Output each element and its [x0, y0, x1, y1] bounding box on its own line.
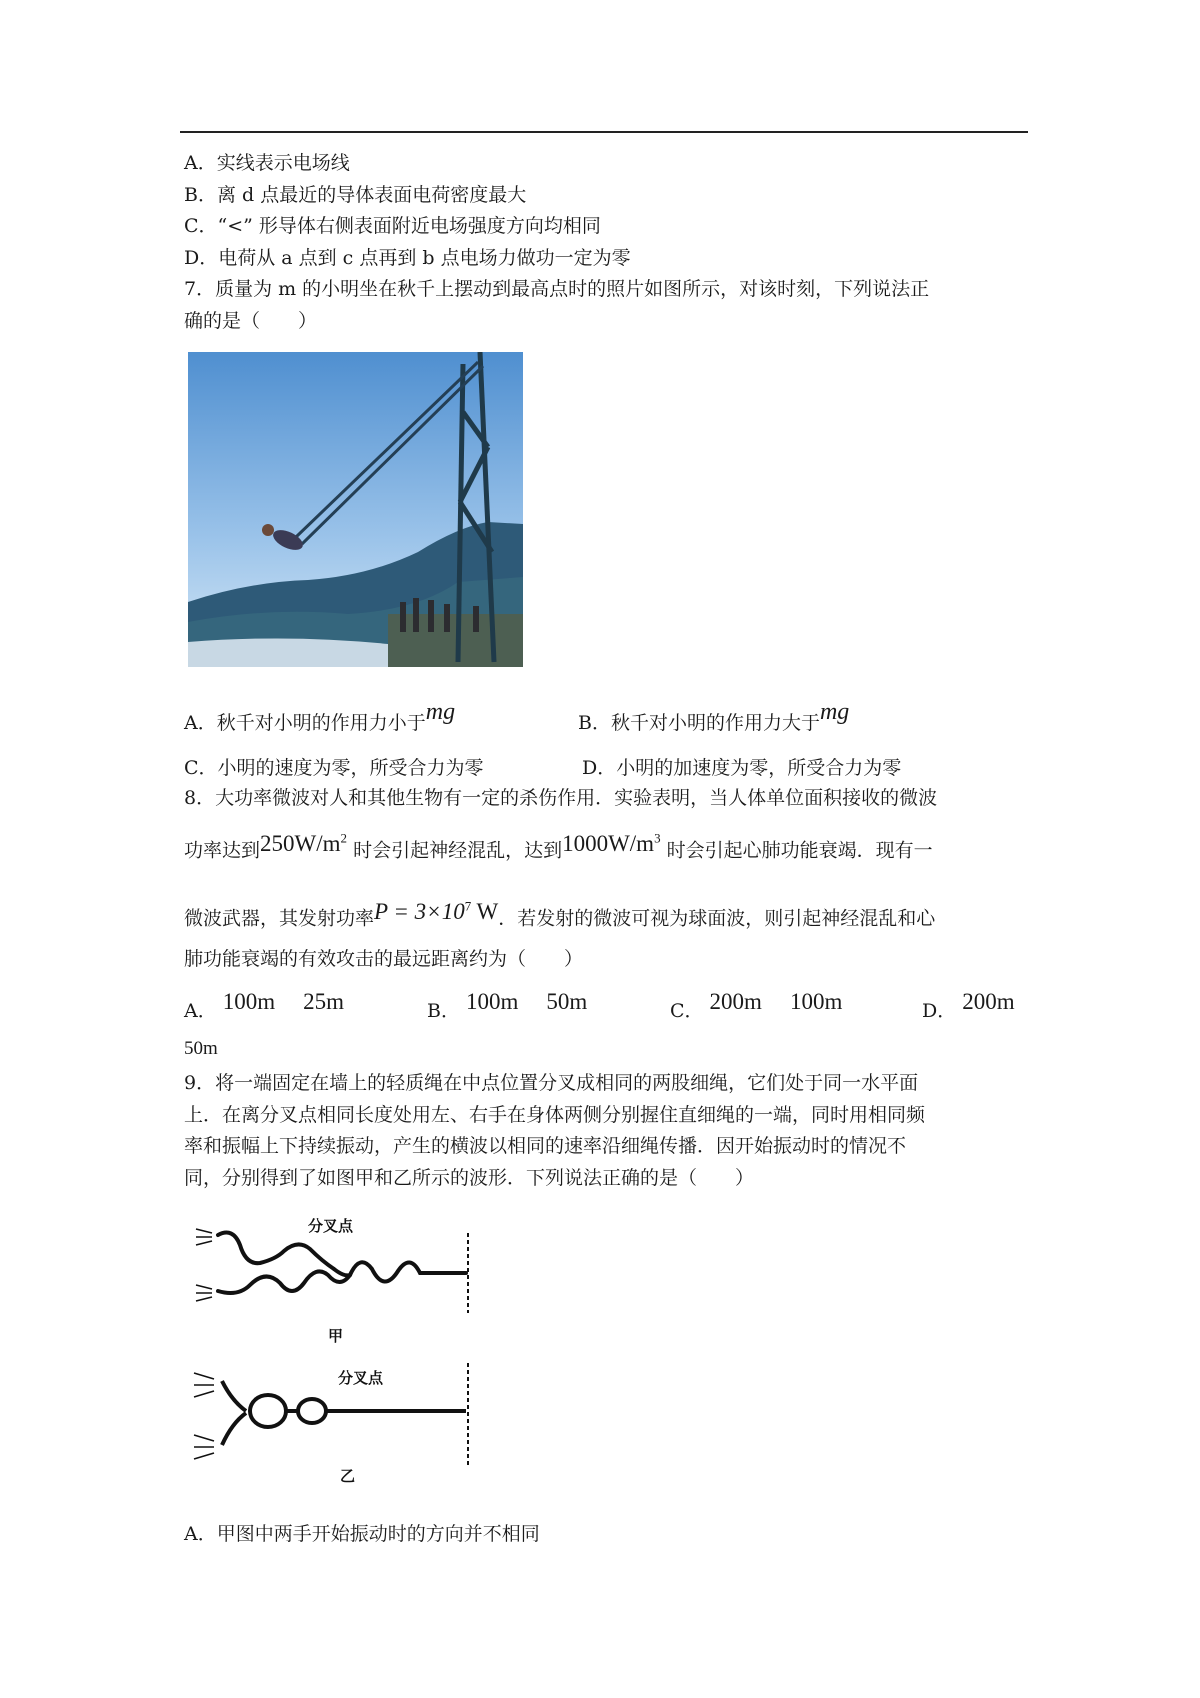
q8-power-formula: [374, 899, 498, 924]
q8-option-value: 50m: [546, 989, 588, 1014]
q9-stem-line2: 上．在离分叉点相同长度处用左、右手在身体两侧分别握住直细绳的一端，同时用相同频: [184, 1104, 926, 1126]
q8-text: 微波武器，其发射功率: [184, 907, 375, 930]
q8-option-letter: D．: [922, 1000, 957, 1022]
q8-option-value: 100m: [222, 989, 276, 1014]
q8-option-letter: A．: [184, 1000, 217, 1022]
q8-value-250: [260, 831, 347, 856]
q8-value-1000-base: 1000W/m: [562, 830, 655, 856]
q8-value-1000: [562, 831, 661, 856]
label-yi: 乙: [340, 1467, 356, 1485]
q8-option-d-continued: 50m: [184, 1038, 218, 1059]
fork-label-yi: 分叉点: [338, 1369, 384, 1387]
q8-option-value: 200m: [709, 989, 762, 1014]
q8-option-value: 25m: [303, 989, 345, 1014]
wave-figure: [188, 1213, 488, 1493]
q8-option-b: [427, 989, 588, 1023]
q8-text: 功率达到: [184, 839, 261, 862]
q8-text: ．若发射的微波可视为球面波，则引起神经混乱和心: [498, 907, 936, 930]
q7-option-b-mg: mg: [819, 699, 850, 725]
q8-power-expr: P = 3×10: [374, 898, 465, 924]
q8-value-1000-exp: 3: [654, 830, 661, 845]
q8-stem-line1: 8．大功率微波对人和其他生物有一定的杀伤作用．实验表明，当人体单位面积接收的微波: [184, 787, 938, 809]
q8-power-exp: 7: [464, 898, 472, 913]
q6-option-b: B．离 d 点最近的导体表面电荷密度最大: [184, 184, 527, 206]
q7-option-a-mg: mg: [425, 699, 456, 725]
q9-option-a: A．甲图中两手开始振动时的方向并不相同: [184, 1523, 540, 1545]
q8-option-value: 200m: [962, 989, 1015, 1014]
q9-stem-line3: 率和振幅上下持续振动，产生的横波以相同的速率沿细绳传播．因开始振动时的情况不: [184, 1135, 907, 1157]
q8-value-250-base: 250W/m: [260, 830, 341, 856]
q9-stem-line1: 9．将一端固定在墙上的轻质绳在中点位置分叉成相同的两股细绳，它们处于同一水平面: [184, 1072, 919, 1094]
q8-option-letter: B．: [427, 1000, 460, 1022]
q8-stem-line4: 肺功能衰竭的有效攻击的最远距离约为（ ）: [184, 948, 584, 970]
header-rule: [180, 131, 1028, 133]
fork-label-jia: 分叉点: [308, 1217, 354, 1235]
q8-option-d: [922, 989, 1015, 1023]
q7-stem-line2: 确的是（ ）: [184, 310, 318, 332]
q7-option-c: C．小明的速度为零，所受合力为零: [184, 757, 484, 779]
q8-option-value: 100m: [789, 989, 843, 1014]
q6-option-d: D．电荷从 a 点到 c 点再到 b 点电场力做功一定为零: [184, 247, 631, 269]
q8-text: 时会引起心肺功能衰竭．现有一: [666, 839, 933, 862]
q7-option-d: D．小明的加速度为零，所受合力为零: [582, 757, 902, 779]
q6-option-a: A．实线表示电场线: [184, 152, 350, 174]
q8-option-a: [184, 989, 345, 1023]
q8-stem-line2: [184, 832, 933, 863]
q8-option-value: 100m: [465, 989, 519, 1014]
q8-power-unit: W: [476, 898, 499, 924]
swing-photo: [188, 352, 523, 667]
q7-option-a-text: A．秋千对小明的作用力小于: [184, 712, 426, 734]
q8-text: 时会引起神经混乱，达到: [353, 839, 563, 862]
q8-stem-line3: [184, 900, 935, 931]
q7-option-b: [578, 699, 850, 736]
q8-value-250-exp: 2: [340, 830, 348, 845]
q7-stem-line1: 7．质量为 m 的小明坐在秋千上摆动到最高点时的照片如图所示，对该时刻，下列说法正: [184, 278, 930, 300]
q6-option-c: C．“<” 形导体右侧表面附近电场强度方向均相同: [184, 215, 601, 237]
q9-stem-line4: 同，分别得到了如图甲和乙所示的波形．下列说法正确的是（ ）: [184, 1167, 755, 1189]
q8-option-c: [670, 989, 843, 1023]
label-jia: 甲: [328, 1327, 344, 1345]
q7-option-a: [184, 699, 456, 736]
q7-option-b-text: B．秋千对小明的作用力大于: [578, 712, 820, 734]
q8-option-letter: C．: [670, 1000, 704, 1022]
